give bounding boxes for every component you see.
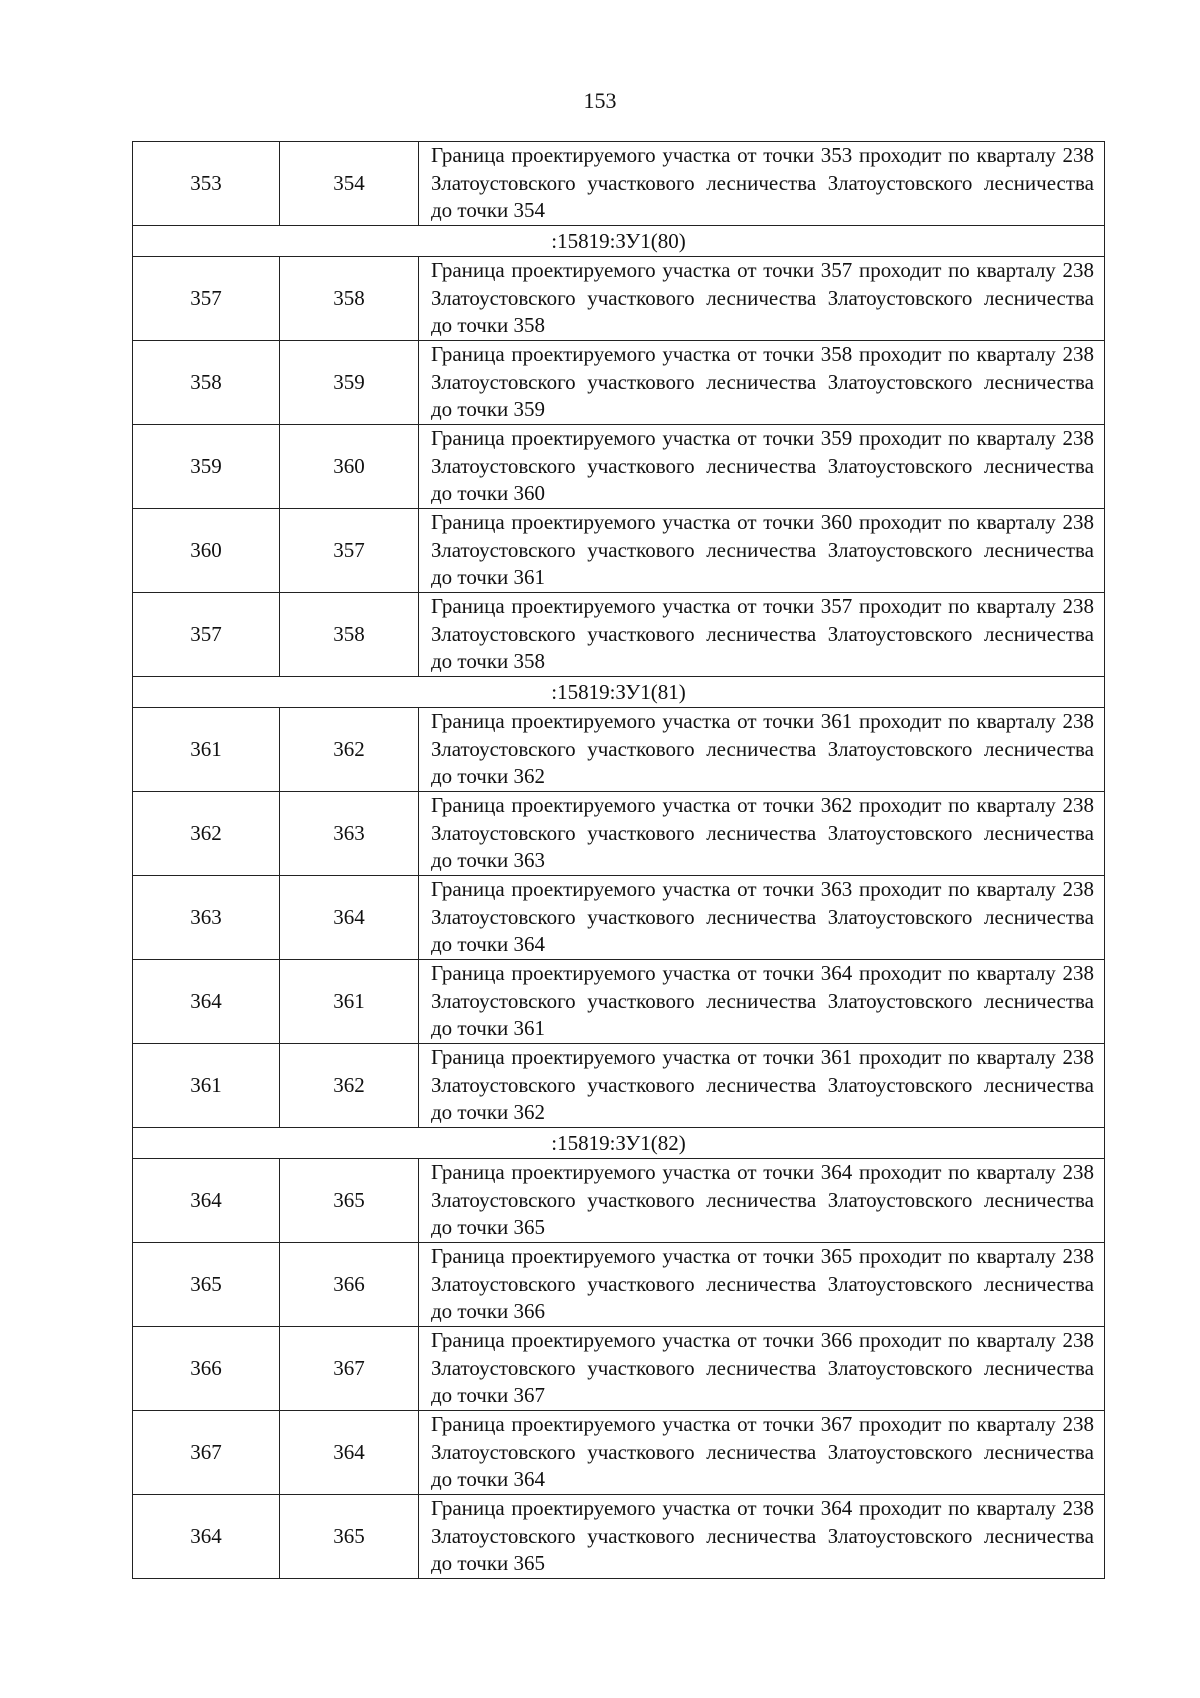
description-cell: Граница проектируемого участка от точки 361 проходит по кварталу 238 Златоустовского участкового лесничества Златоустовского лесничества до точки 362 — [419, 708, 1105, 792]
from-point-cell: 353 — [133, 142, 280, 226]
description-cell: Граница проектируемого участка от точки 364 проходит по кварталу 238 Златоустовского участкового лесничества Златоустовского лесничества до точки 365 — [419, 1495, 1105, 1579]
page-number: 153 — [583, 88, 617, 113]
from-point-cell: 367 — [133, 1411, 280, 1495]
to-point-cell: 366 — [280, 1243, 419, 1327]
from-point-cell: 360 — [133, 509, 280, 593]
to-point-cell: 360 — [280, 425, 419, 509]
description-cell: Граница проектируемого участка от точки 364 проходит по кварталу 238 Златоустовского участкового лесничества Златоустовского лесничества до точки 361 — [419, 960, 1105, 1044]
from-point-cell: 364 — [133, 960, 280, 1044]
table-row — [133, 1411, 1105, 1495]
to-point-cell: 367 — [280, 1327, 419, 1411]
section-header-row — [133, 677, 1105, 708]
from-point-cell: 358 — [133, 341, 280, 425]
table-body — [133, 142, 1105, 1579]
from-point-cell: 366 — [133, 1327, 280, 1411]
table-row — [133, 708, 1105, 792]
to-point-cell: 357 — [280, 509, 419, 593]
to-point-cell: 358 — [280, 593, 419, 677]
from-point-cell: 361 — [133, 708, 280, 792]
table-row — [133, 960, 1105, 1044]
description-cell: Граница проектируемого участка от точки 365 проходит по кварталу 238 Златоустовского участкового лесничества Златоустовского лесничества до точки 366 — [419, 1243, 1105, 1327]
to-point-cell: 364 — [280, 1411, 419, 1495]
description-cell: Граница проектируемого участка от точки 361 проходит по кварталу 238 Златоустовского участкового лесничества Златоустовского лесничества до точки 362 — [419, 1044, 1105, 1128]
to-point-cell: 365 — [280, 1495, 419, 1579]
description-cell: Граница проектируемого участка от точки 362 проходит по кварталу 238 Златоустовского участкового лесничества Златоустовского лесничества до точки 363 — [419, 792, 1105, 876]
to-point-cell: 363 — [280, 792, 419, 876]
to-point-cell: 361 — [280, 960, 419, 1044]
table-row — [133, 876, 1105, 960]
description-cell: Граница проектируемого участка от точки 366 проходит по кварталу 238 Златоустовского участкового лесничества Златоустовского лесничества до точки 367 — [419, 1327, 1105, 1411]
table-row — [133, 1243, 1105, 1327]
description-cell: Граница проектируемого участка от точки 357 проходит по кварталу 238 Златоустовского участкового лесничества Златоустовского лесничества до точки 358 — [419, 257, 1105, 341]
from-point-cell: 357 — [133, 257, 280, 341]
to-point-cell: 362 — [280, 708, 419, 792]
table-row — [133, 1159, 1105, 1243]
description-cell: Граница проектируемого участка от точки 353 проходит по кварталу 238 Златоустовского участкового лесничества Златоустовского лесничества до точки 354 — [419, 142, 1105, 226]
from-point-cell: 365 — [133, 1243, 280, 1327]
section-label: :15819:ЗУ1(81) — [133, 677, 1105, 708]
from-point-cell: 364 — [133, 1495, 280, 1579]
to-point-cell: 359 — [280, 341, 419, 425]
from-point-cell: 362 — [133, 792, 280, 876]
section-label: :15819:ЗУ1(80) — [133, 226, 1105, 257]
table-row — [133, 1327, 1105, 1411]
description-cell: Граница проектируемого участка от точки 363 проходит по кварталу 238 Златоустовского участкового лесничества Златоустовского лесничества до точки 364 — [419, 876, 1105, 960]
from-point-cell: 357 — [133, 593, 280, 677]
from-point-cell: 364 — [133, 1159, 280, 1243]
section-header-row — [133, 1128, 1105, 1159]
table-row — [133, 792, 1105, 876]
to-point-cell: 362 — [280, 1044, 419, 1128]
table-row — [133, 593, 1105, 677]
section-label: :15819:ЗУ1(82) — [133, 1128, 1105, 1159]
table-row — [133, 341, 1105, 425]
from-point-cell: 363 — [133, 876, 280, 960]
description-cell: Граница проектируемого участка от точки 357 проходит по кварталу 238 Златоустовского участкового лесничества Златоустовского лесничества до точки 358 — [419, 593, 1105, 677]
description-cell: Граница проектируемого участка от точки 364 проходит по кварталу 238 Златоустовского участкового лесничества Златоустовского лесничества до точки 365 — [419, 1159, 1105, 1243]
table-row — [133, 1495, 1105, 1579]
description-cell: Граница проектируемого участка от точки 367 проходит по кварталу 238 Златоустовского участкового лесничества Златоустовского лесничества до точки 364 — [419, 1411, 1105, 1495]
section-header-row — [133, 226, 1105, 257]
description-cell: Граница проектируемого участка от точки 359 проходит по кварталу 238 Златоустовского участкового лесничества Златоустовского лесничества до точки 360 — [419, 425, 1105, 509]
from-point-cell: 361 — [133, 1044, 280, 1128]
to-point-cell: 354 — [280, 142, 419, 226]
to-point-cell: 364 — [280, 876, 419, 960]
boundary-description-table — [132, 141, 1105, 1579]
to-point-cell: 358 — [280, 257, 419, 341]
table-row — [133, 509, 1105, 593]
description-cell: Граница проектируемого участка от точки 358 проходит по кварталу 238 Златоустовского участкового лесничества Златоустовского лесничества до точки 359 — [419, 341, 1105, 425]
to-point-cell: 365 — [280, 1159, 419, 1243]
table-row — [133, 425, 1105, 509]
from-point-cell: 359 — [133, 425, 280, 509]
table-row — [133, 142, 1105, 226]
table-row — [133, 1044, 1105, 1128]
description-cell: Граница проектируемого участка от точки 360 проходит по кварталу 238 Златоустовского участкового лесничества Златоустовского лесничества до точки 361 — [419, 509, 1105, 593]
table-row — [133, 257, 1105, 341]
